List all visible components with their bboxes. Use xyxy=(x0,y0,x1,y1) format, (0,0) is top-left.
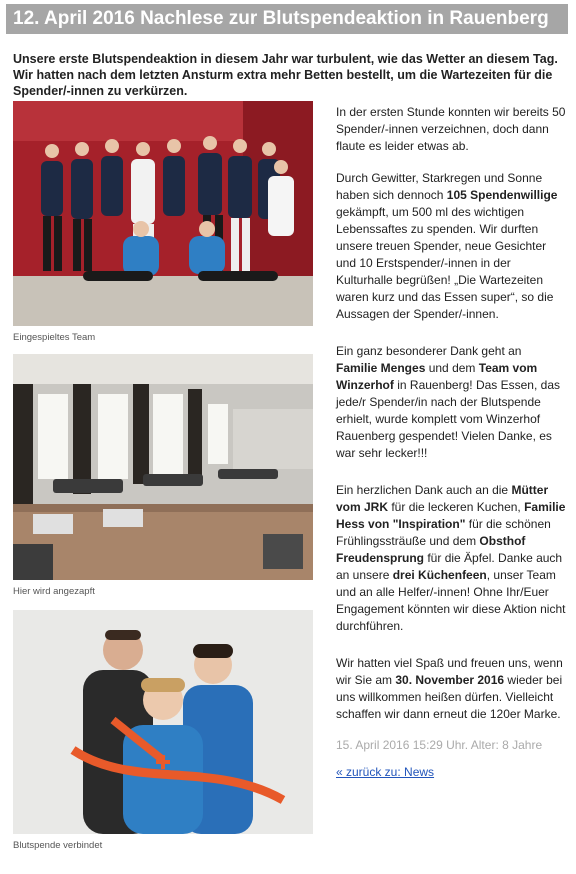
text-run: wieder bei uns willkommen heißen dürfen. Vielleicht schaffen wir dann erneut die 120er Marke. xyxy=(336,673,563,721)
text-run: Durch Gewitter, Starkregen und Sonne haben sich dennoch xyxy=(336,171,543,202)
highlight-next-date: 30. November 2016 xyxy=(395,673,505,687)
photo-caption: Hier wird angezapft xyxy=(13,586,95,597)
highlight-helpers: drei Küchenfeen xyxy=(392,568,487,582)
photo-caption: Blutspende verbindet xyxy=(13,840,103,851)
text-run: für die Äpfel. Danke auch an unsere xyxy=(336,551,563,582)
text-run: Ein herzlichen Dank auch an die xyxy=(336,483,512,497)
highlight-sponsor: Familie Menges xyxy=(336,361,426,375)
photo-caption: Eingespieltes Team xyxy=(13,332,96,343)
highlight-donor-count: 105 Spendenwillige xyxy=(446,188,558,202)
text-run: , unser Team und an alle Helfer/-innen! Ohne Ihr/Euer Engagement könnten wir diese Aktion nicht durchführen. xyxy=(336,568,566,633)
donation-hall-photo xyxy=(13,354,313,580)
text-run: und dem xyxy=(425,361,479,375)
page-title: 12. April 2016 Nachlese zur Blutspendeaktion in Rauenberg xyxy=(6,4,568,34)
back-to-news-link[interactable]: « zurück zu: News xyxy=(336,765,435,779)
team-ribbon-photo xyxy=(13,610,313,834)
highlight-sponsor: Familie Hess von "Inspiration" xyxy=(336,500,566,531)
article-paragraph-2 xyxy=(336,170,566,323)
team-photo xyxy=(13,101,313,326)
article-paragraph-5 xyxy=(336,655,566,723)
post-meta: 15. April 2016 15:29 Uhr. Alter: 8 Jahre xyxy=(336,738,543,752)
text-run: Wir hatten viel Spaß und freuen uns, wenn wir Sie am xyxy=(336,656,563,687)
text-run: gekämpft, um 500 ml des wichtigen Lebenssaftes zu spenden. Wir durften unsere treuen Spender, neue Gesichter und 10 Erstspender/-innen in der Kulturhalle begrüßen! „Die Wartezeiten waren kurz und das Essen super“, so die Aussagen der Spender/-innen. xyxy=(336,205,554,321)
highlight-sponsor: Team vom Winzerhof xyxy=(336,361,538,392)
article-paragraph-3 xyxy=(336,343,566,462)
text-run: für die leckeren Kuchen, xyxy=(388,500,525,514)
text-run: Ein ganz besonderer Dank geht an xyxy=(336,344,522,358)
text-run: in Rauenberg! Das Essen, das jede/r Spender/in nach der Blutspende erhielt, wurde komplett vom Winzerhof Rauenberg gespendet! Vielen Danke, es war sehr lecker!!! xyxy=(336,378,560,460)
lead-paragraph: Unsere erste Blutspendeaktion in diesem Jahr war turbulent, wie das Wetter an diesem Tag. Wir hatten nach dem letzten Ansturm extra mehr Betten bestellt, um die Wartezeiten für die Spender/-innen zu verkürzen. xyxy=(13,52,558,98)
highlight-sponsor: Mütter vom JRK xyxy=(336,483,549,514)
highlight-sponsor: Obsthof Freudensprung xyxy=(336,534,526,565)
article-paragraph-1: In der ersten Stunde konnten wir bereits 50 Spender/-innen verzeichnen, doch dann flaute es leider etwas ab. xyxy=(336,105,566,153)
article-paragraph-4 xyxy=(336,482,566,635)
text-run: für die schönen Frühlingssträuße und dem xyxy=(336,517,551,548)
